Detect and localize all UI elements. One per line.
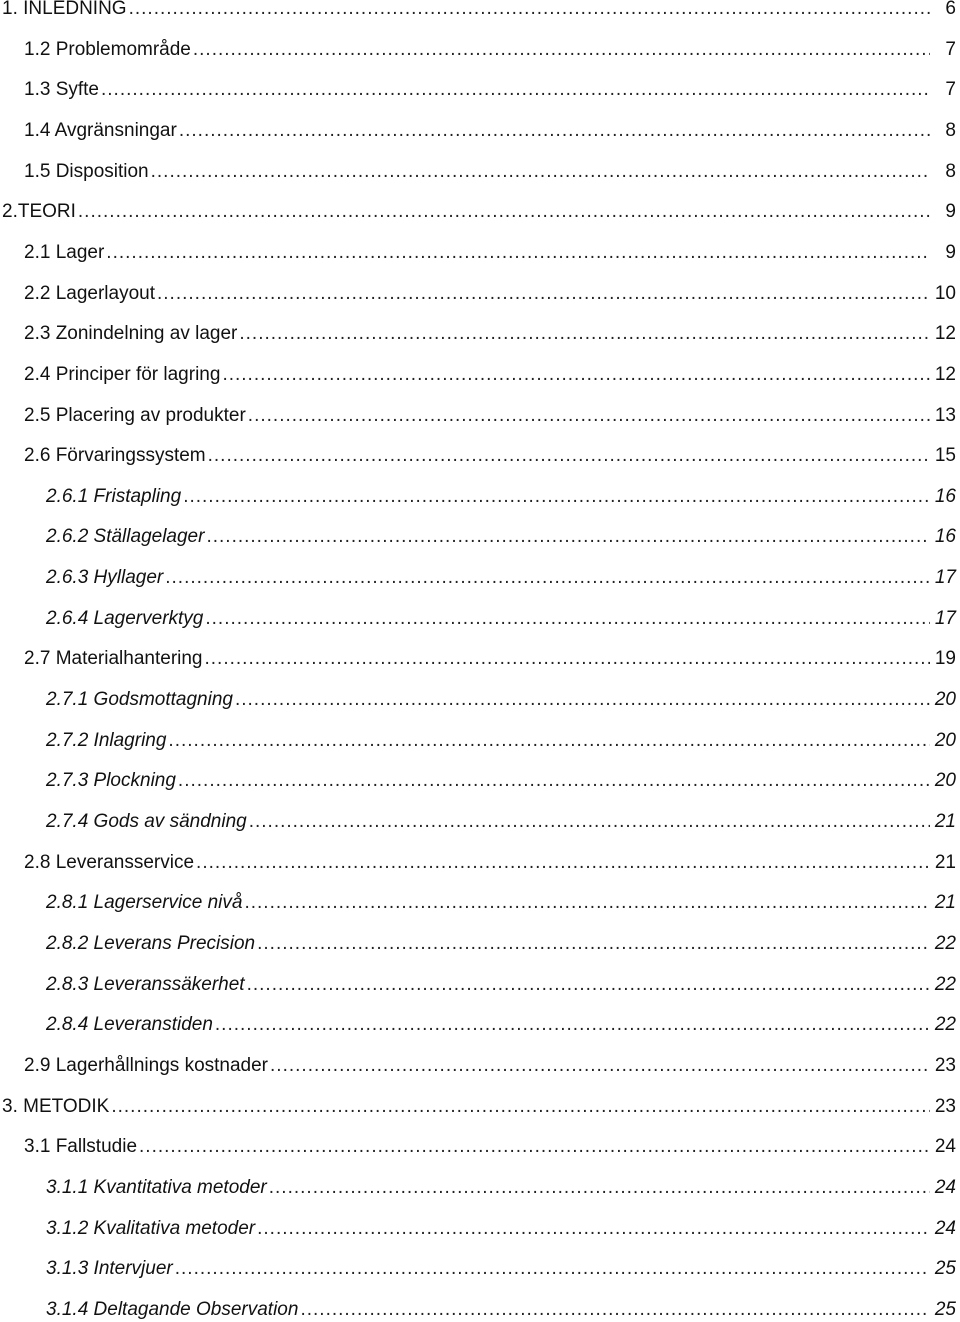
toc-entry-title: 2.6.1 Fristapling — [46, 485, 182, 507]
toc-entry-title: 2.7 Materialhantering — [24, 648, 203, 670]
toc-entry[interactable] — [24, 317, 956, 345]
toc-dot-leader — [196, 852, 930, 874]
toc-entry-page-number: 24 — [934, 1217, 956, 1239]
toc-entry-page-number: 12 — [934, 363, 956, 385]
toc-dot-leader — [101, 79, 930, 101]
toc-dot-leader — [183, 486, 930, 508]
toc-dot-leader — [175, 1258, 930, 1280]
toc-entry-title: 2.6.3 Hyllager — [46, 567, 164, 589]
toc-entry[interactable] — [46, 805, 956, 833]
toc-entry-title: 3.1.2 Kvalitativa metoder — [46, 1217, 256, 1239]
toc-dot-leader — [179, 120, 930, 142]
toc-entry-page-number: 6 — [945, 0, 956, 19]
toc-entry[interactable] — [24, 846, 956, 874]
toc-entry-page-number: 23 — [934, 1054, 956, 1076]
toc-entry-title: 2.7.1 Godsmottagning — [46, 689, 233, 710]
toc-entry-page-number: 16 — [934, 526, 956, 548]
toc-dot-leader — [205, 608, 930, 630]
toc-entry-page-number: 20 — [934, 770, 956, 792]
toc-entry-page-number: 9 — [945, 241, 956, 263]
toc-dot-leader — [300, 1299, 930, 1321]
toc-entry-title: 2.4 Principer för lagring — [24, 363, 221, 385]
toc-entry-title: 2.1 Lager — [24, 241, 105, 263]
toc-entry[interactable] — [46, 927, 956, 955]
toc-dot-leader — [106, 242, 930, 264]
toc-entry-title: 2.2 Lagerlayout — [24, 282, 155, 304]
toc-entry-title: 2.6 Förvaringssystem — [24, 445, 206, 467]
toc-entry[interactable] — [46, 764, 956, 792]
toc-entry-title: 2.TEORI — [2, 201, 76, 223]
toc-entry[interactable] — [2, 195, 956, 223]
toc-entry-page-number: 8 — [945, 119, 956, 141]
toc-entry-page-number: 24 — [934, 1136, 956, 1158]
toc-entry[interactable] — [2, 0, 956, 20]
toc-dot-leader — [244, 892, 930, 914]
toc-entry-page-number: 21 — [934, 851, 956, 873]
toc-entry-title: 1.4 Avgränsningar — [24, 119, 177, 141]
toc-entry[interactable] — [46, 480, 956, 508]
toc-entry[interactable] — [24, 399, 956, 427]
toc-dot-leader — [235, 689, 930, 711]
toc-entry-title: 1.5 Disposition — [24, 160, 149, 182]
toc-entry[interactable] — [46, 1293, 956, 1321]
toc-entry[interactable] — [24, 1049, 956, 1077]
toc-entry-title: 2.7.3 Plockning — [46, 770, 176, 792]
toc-dot-leader — [257, 933, 930, 955]
toc-entry[interactable] — [24, 73, 956, 101]
toc-entry[interactable] — [46, 1212, 956, 1240]
toc-dot-leader — [111, 1096, 930, 1118]
toc-dot-leader — [269, 1177, 930, 1199]
toc-entry[interactable] — [46, 561, 956, 589]
toc-dot-leader — [206, 526, 930, 548]
toc-entry-page-number: 23 — [934, 1095, 956, 1117]
toc-entry-title: 1.2 Problemområde — [24, 38, 191, 60]
toc-entry-page-number: 24 — [934, 1176, 956, 1198]
toc-dot-leader — [215, 1014, 930, 1036]
toc-entry-title: 2.6.4 Lagerverktyg — [46, 607, 204, 629]
toc-entry-title: 3.1.4 Deltagande Observation — [46, 1298, 299, 1320]
toc-entry-page-number: 19 — [934, 648, 956, 670]
toc-entry[interactable] — [46, 724, 956, 752]
toc-dot-leader — [208, 445, 930, 467]
toc-entry-title: 2.7.2 Inlagring — [46, 729, 167, 751]
toc-entry-title: 1.3 Syfte — [24, 79, 99, 101]
toc-entry[interactable] — [46, 1252, 956, 1280]
toc-entry-page-number: 7 — [945, 79, 956, 101]
toc-entry-page-number: 7 — [945, 38, 956, 60]
toc-dot-leader — [157, 283, 930, 305]
toc-dot-leader — [139, 1136, 930, 1158]
toc-dot-leader — [151, 161, 930, 183]
toc-entry[interactable] — [24, 642, 956, 670]
toc-entry[interactable] — [24, 439, 956, 467]
toc-entry-page-number: 21 — [934, 811, 956, 832]
toc-entry[interactable] — [46, 602, 956, 630]
toc-entry-page-number: 25 — [934, 1258, 956, 1280]
toc-dot-leader — [239, 323, 930, 345]
toc-entry-title: 2.8 Leveransservice — [24, 851, 195, 873]
toc-dot-leader — [129, 0, 930, 20]
toc-entry-page-number: 21 — [934, 892, 956, 914]
toc-entry-page-number: 22 — [934, 1014, 956, 1036]
toc-entry-page-number: 15 — [934, 445, 956, 467]
toc-entry-title: 2.3 Zonindelning av lager — [24, 323, 238, 345]
toc-entry-title: 2.8.4 Leveranstiden — [46, 1014, 213, 1036]
toc-entry[interactable] — [24, 236, 956, 264]
toc-entry-title: 2.7.4 Gods av sändning — [46, 811, 247, 832]
toc-entry-title: 2.9 Lagerhållnings kostnader — [24, 1054, 269, 1076]
toc-dot-leader — [257, 1218, 930, 1240]
toc-dot-leader — [247, 974, 930, 996]
toc-entry-title: 2.6.2 Ställagelager — [46, 526, 205, 548]
toc-entry[interactable] — [24, 155, 956, 183]
toc-dot-leader — [178, 770, 930, 792]
toc-entry-title: 3.1 Fallstudie — [24, 1136, 138, 1158]
toc-entry-page-number: 13 — [934, 404, 956, 426]
toc-entry-page-number: 17 — [934, 567, 956, 589]
toc-entry-title: 3.1.3 Intervjuer — [46, 1258, 173, 1280]
toc-entry-page-number: 22 — [934, 973, 956, 995]
toc-entry-page-number: 25 — [934, 1298, 956, 1320]
toc-entry-title: 2.8.1 Lagerservice nivå — [46, 892, 243, 914]
toc-entry-page-number: 20 — [934, 689, 956, 710]
toc-dot-leader — [78, 201, 930, 223]
toc-dot-leader — [193, 39, 930, 61]
toc-entry-title: 3. METODIK — [2, 1095, 110, 1117]
toc-entry[interactable] — [24, 277, 956, 305]
toc-dot-leader — [249, 811, 930, 833]
toc-entry-page-number: 12 — [934, 323, 956, 345]
toc-entry-page-number: 17 — [934, 607, 956, 629]
toc-dot-leader — [248, 405, 930, 427]
toc-dot-leader — [270, 1055, 930, 1077]
toc-entry-page-number: 22 — [934, 932, 956, 954]
toc-entry-page-number: 20 — [934, 729, 956, 751]
toc-dot-leader — [205, 648, 931, 670]
toc-entry[interactable] — [46, 968, 956, 996]
toc-entry[interactable] — [24, 1130, 956, 1158]
toc-dot-leader — [165, 567, 930, 589]
toc-entry-page-number: 9 — [945, 201, 956, 223]
toc-entry[interactable] — [24, 33, 956, 61]
toc-entry-title: 2.8.2 Leverans Precision — [46, 932, 256, 954]
toc-entry[interactable] — [2, 1090, 956, 1118]
toc-entry-page-number: 8 — [945, 160, 956, 182]
toc-entry[interactable] — [46, 520, 956, 548]
toc-entry-title: 2.5 Placering av produkter — [24, 404, 246, 426]
toc-entry-title: 2.8.3 Leveranssäkerhet — [46, 973, 245, 995]
toc-dot-leader — [168, 730, 930, 752]
toc-entry[interactable] — [24, 358, 956, 386]
toc-entry-page-number: 16 — [934, 485, 956, 507]
toc-entry[interactable] — [24, 114, 956, 142]
toc-entry[interactable] — [46, 1171, 956, 1199]
toc-entry-page-number: 10 — [934, 282, 956, 304]
toc-entry-title: 1. INLEDNING — [2, 0, 127, 19]
toc-entry[interactable] — [46, 886, 956, 914]
toc-entry-title: 3.1.1 Kvantitativa metoder — [46, 1176, 267, 1198]
toc-dot-leader — [222, 364, 930, 386]
toc-entry[interactable] — [46, 683, 956, 711]
toc-entry[interactable] — [46, 1008, 956, 1036]
